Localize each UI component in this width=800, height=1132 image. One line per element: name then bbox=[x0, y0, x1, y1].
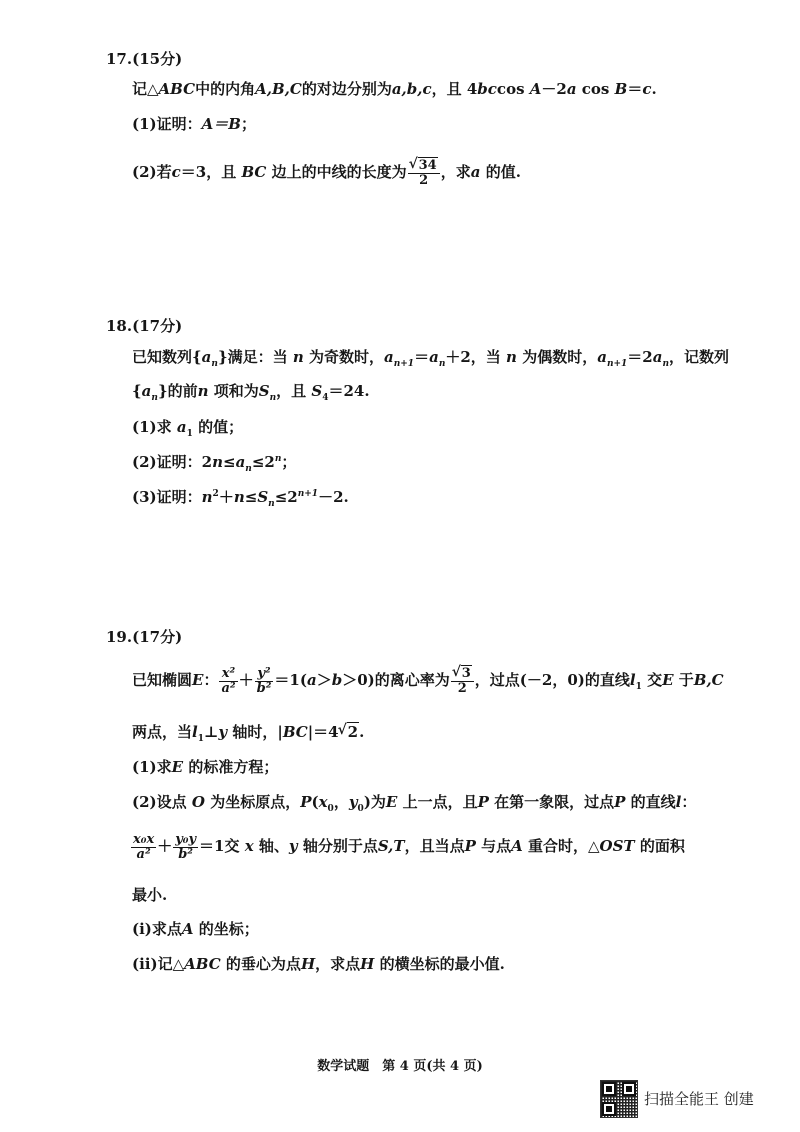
problem-19-heading: 19.(17分) bbox=[106, 628, 183, 646]
problem-19-part-2-line-2: $\frac{\text{x₀x}}{\text{a²}}$ ＋ $\frac{\text{y₀y}}{\text{b²}}$ ＝1交 x 轴、y 轴分别于点S,T，且当点P 与点A 重合时，△OST 的面积 bbox=[133, 831, 685, 862]
problem-19-part-2-line-1: (2)设点 O 为坐标原点，$P(x_0$，$y_0$)为E 上一点，且P 在第一象限，过点P 的直线l： bbox=[132, 793, 697, 814]
problem-17-part-1: (1)证明：A＝B； bbox=[132, 115, 256, 133]
scanner-watermark: 扫描全能王 创建 bbox=[644, 1090, 754, 1108]
problem-19-part-2-ii: (ⅱ)记△ABC 的垂心为点H，求点H 的横坐标的最小值. bbox=[132, 955, 505, 973]
problem-19-part-2-line-3: 最小. bbox=[132, 886, 168, 904]
problem-17-statement: 记△ABC中的内角A,B,C的对边分别为a,b,c，且 4bccos A－2a cos B＝c. bbox=[132, 80, 657, 98]
problem-19-part-1: (1)求E 的标准方程； bbox=[132, 758, 279, 776]
fraction-sqrt34-over-2: √ $\frac{34}{2}$ bbox=[408, 159, 440, 187]
problem-18-part-1: (1)求 $a_1$ 的值； bbox=[132, 418, 244, 439]
fraction-x0x-over-a2: $\frac{\text{x₀x}}{\text{a²}}$ bbox=[133, 831, 155, 862]
fraction-sqrt3-over-2: √ $\frac{3}{2}$ bbox=[451, 667, 474, 695]
fraction-x2-over-a2: $\frac{\text{x²}}{\text{a²}}$ bbox=[221, 665, 236, 696]
problem-19-statement-line-2: 两点，当$l_1\perp y$ 轴时，|BC|＝4√ 2. bbox=[132, 725, 752, 740]
page-footer: 数学试题 第 4 页(共 4 页) bbox=[317, 1059, 483, 1074]
problem-19-statement-line-1: 已知椭圆E： $\frac{\text{x²}}{\text{a²}}$ ＋ $\frac{\text{y²}}{\text{b²}}$ ＝1(a＞b＞0)的离心率为 √ $\frac{3}{2}$ ，过点(－2，0)的直线$l_1$ 交E 于B,C bbox=[132, 660, 752, 700]
problem-17-heading: 17.(15分) bbox=[106, 50, 183, 68]
problem-19-part-2-i: (ⅰ)求点A 的坐标； bbox=[132, 920, 259, 938]
qr-code-icon bbox=[600, 1080, 638, 1118]
problem-18-heading: 18.(17分) bbox=[106, 317, 183, 335]
fraction-y2-over-b2: $\frac{\text{y²}}{\text{b²}}$ bbox=[256, 665, 272, 696]
fraction-y0y-over-b2: $\frac{\text{y₀y}}{\text{b²}}$ bbox=[175, 831, 197, 862]
problem-17-part-2: (2)若c＝3，且 BC 边上的中线的长度为 √ $\frac{34}{2}$ ，求a 的值. bbox=[132, 152, 752, 192]
problem-18-statement-line-1: 已知数列$\{a_n\}$满足：当 n 为奇数时，$a_{n+1}=a_n+2$，当 n 为偶数时，$a_{n+1}=2a_n$，记数列 bbox=[132, 348, 730, 369]
problem-18-part-2: (2)证明：$2n\le a_n\le 2^n$； bbox=[132, 453, 297, 474]
problem-18-statement-line-2: $\{a_n\}$的前n 项和为$S_n$，且 $S_4=24$. bbox=[132, 382, 370, 403]
problem-18-part-3: (3)证明：$n^2+n\le S_n\le 2^{n+1}-2$. bbox=[132, 488, 349, 509]
